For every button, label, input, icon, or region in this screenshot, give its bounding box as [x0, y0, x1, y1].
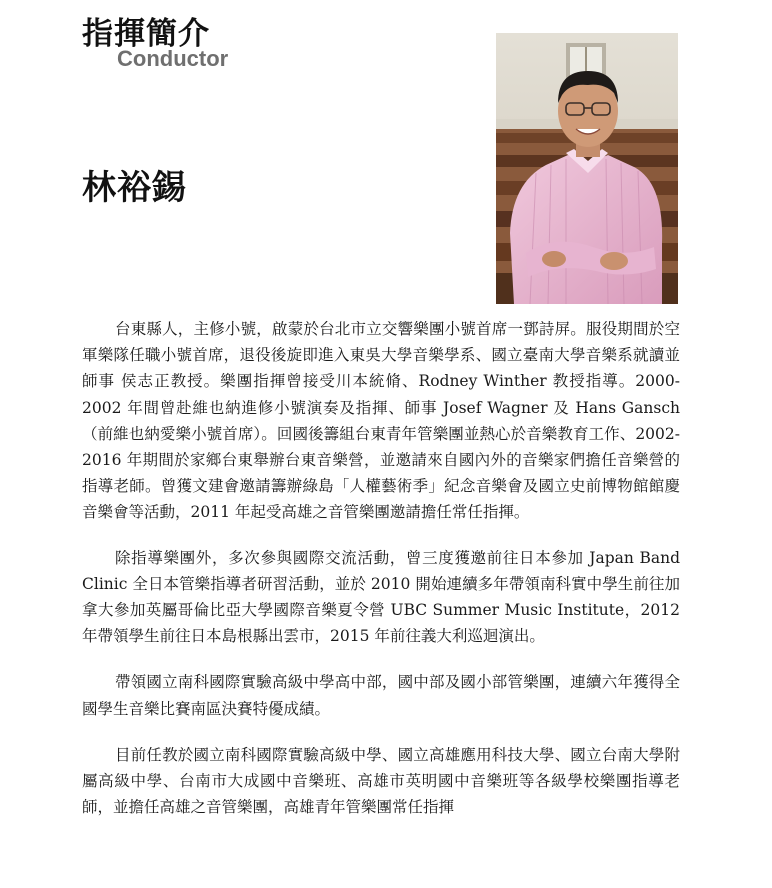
bio-paragraph-3: 帶領國立南科國際實驗高級中學高中部，國中部及國小部管樂團，連續六年獲得全國學生音樂比賽南區決賽特優成績。 [82, 673, 680, 718]
bio-paragraph-2: 除指導樂團外，多次參與國際交流活動，曾三度獲邀前往日本參加 Japan Band Clinic 全日本管樂指導者研習活動，並於 2010 開始連續多年帶領南科實中學生前往加拿大參加英屬哥倫比亞大學國際音樂夏令營 UBC Summer Music Institute，2012 年帶領學生前往日本島根縣出雲市，2015 年前往義大利巡迴演出。 [82, 548, 680, 646]
section-title-chinese: 指揮簡介 [82, 16, 210, 52]
section-title-english: Conductor [117, 46, 229, 71]
biography-text [82, 316, 680, 820]
conductor-name: 林裕錫 [82, 168, 187, 208]
conductor-photo [496, 33, 678, 304]
bio-paragraph-1: 台東縣人，主修小號，啟蒙於台北市立交響樂團小號首席一鄧詩屏。服役期間於空軍樂隊任職小號首席，退役後旋即進入東吳大學音樂學系、國立臺南大學音樂系就讀並師事 侯志正教授。樂團指揮曾接受川本統脩、Rodney Winther 教授指導。2000-2002 年間曾赴維也納進修小號演奏及指揮、師事 Josef Wagner 及 Hans Gansch（前維也納愛樂小號首席）。回國後籌組台東青年管樂團並熱心於音樂教育工作、2002-2016 年期間於家鄉台東舉辦台東音樂營，並邀請來自國內外的音樂家們擔任音樂營的指導老師。曾獲文建會邀請籌辦綠島「人權藝術季」紀念音樂會及國立史前博物館館慶音樂會等活動，2011 年起受高雄之音管樂團邀請擔任常任指揮。 [82, 320, 680, 522]
bio-paragraph-4: 目前任教於國立南科國際實驗高級中學、國立高雄應用科技大學、國立台南大學附屬高級中學、台南市大成國中音樂班、高雄市英明國中音樂班等各級學校樂團指導老師，並擔任高雄之音管樂團，高雄青年管樂團常任指揮 [82, 745, 680, 817]
